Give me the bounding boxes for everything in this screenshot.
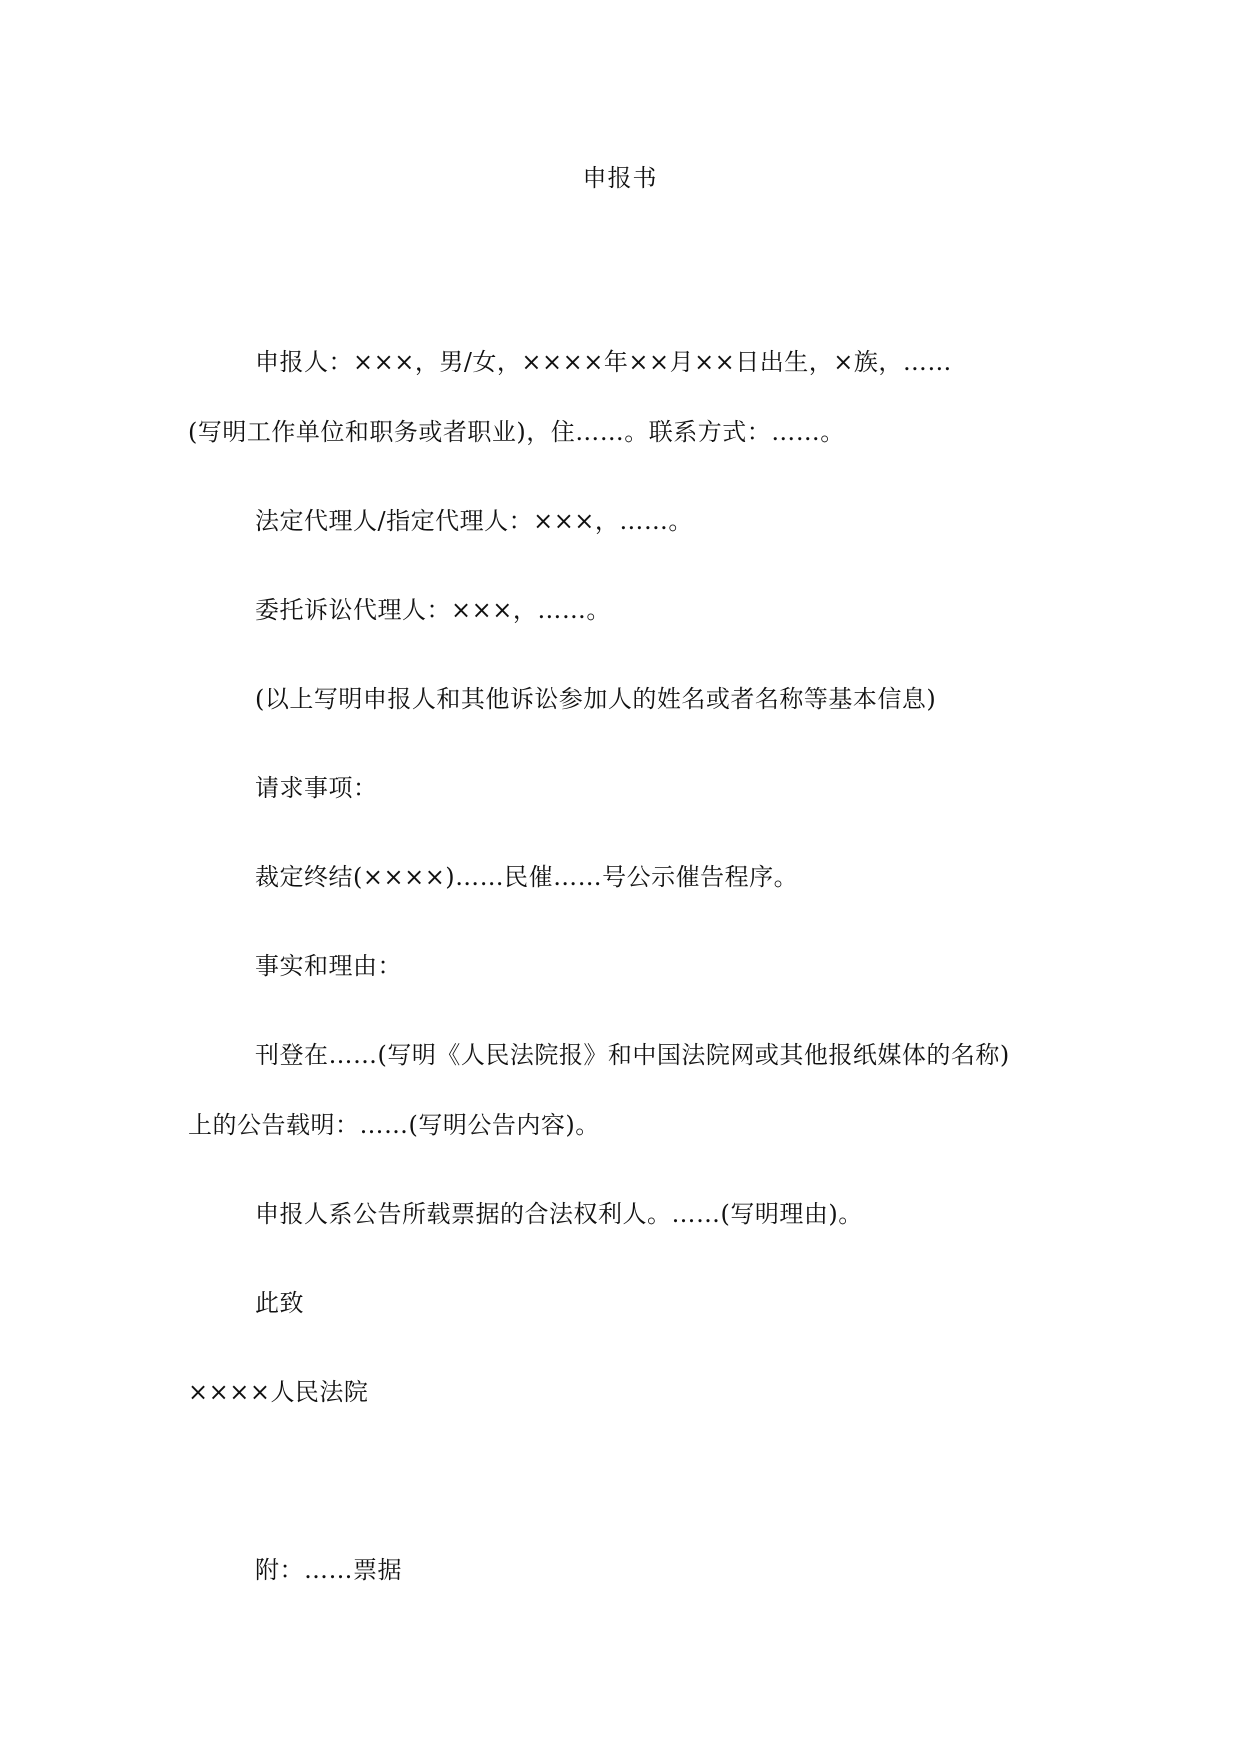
applicant-info-line-2: (写明工作单位和职务或者职业)，住……。联系方式：……。 xyxy=(188,418,845,446)
participants-note-line: (以上写明申报人和其他诉讼参加人的姓名或者名称等基本信息) xyxy=(255,685,937,713)
document-title: 申报书 xyxy=(582,164,658,192)
claims-heading: 请求事项： xyxy=(255,774,378,802)
entrusted-agent-line: 委托诉讼代理人：×××，……。 xyxy=(255,596,611,624)
facts-reasons-heading: 事实和理由： xyxy=(255,952,402,980)
legal-representative-line: 法定代理人/指定代理人：×××，……。 xyxy=(255,507,693,535)
claims-content-line: 裁定终结(××××)……民催……号公示催告程序。 xyxy=(255,863,799,891)
facts-line-2: 上的公告载明：……(写明公告内容)。 xyxy=(188,1111,600,1139)
applicant-info-line-1: 申报人：×××，男/女，××××年××月××日出生，×族，…… xyxy=(255,348,952,376)
court-name-line: ××××人民法院 xyxy=(188,1378,369,1406)
attachment-line: 附：……票据 xyxy=(255,1556,402,1584)
salutation-line: 此致 xyxy=(255,1289,304,1317)
facts-line-1: 刊登在……(写明《人民法院报》和中国法院网或其他报纸媒体的名称) xyxy=(255,1041,1010,1069)
facts-line-3: 申报人系公告所载票据的合法权利人。……(写明理由)。 xyxy=(255,1200,863,1228)
